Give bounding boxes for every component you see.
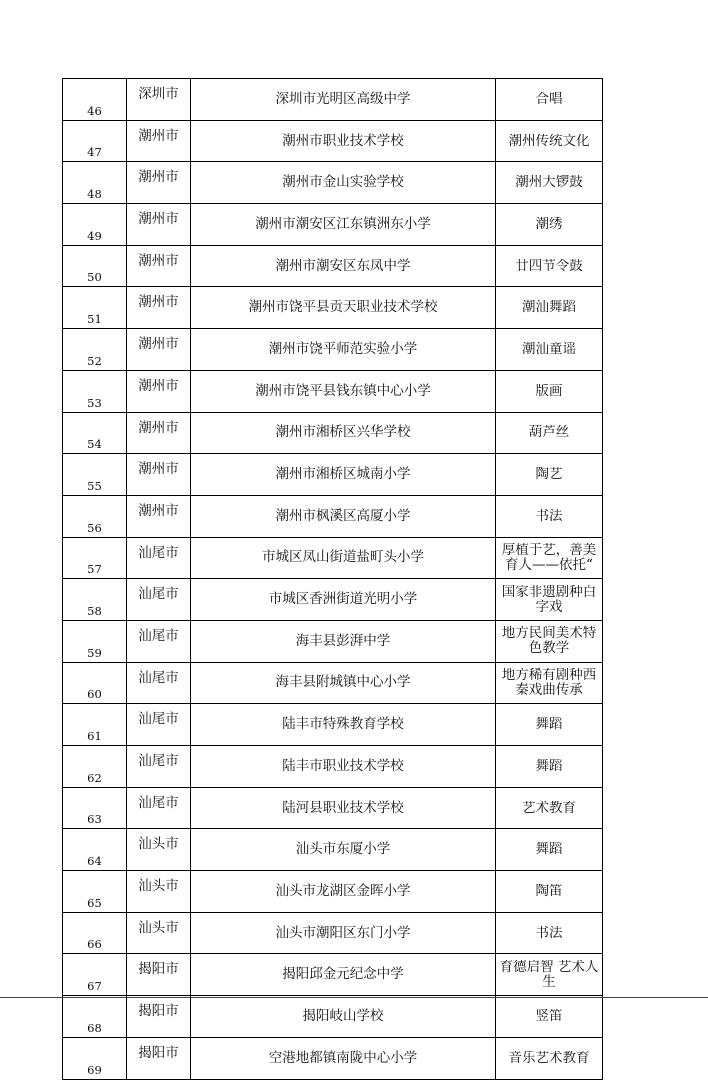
- table-row: [63, 204, 603, 246]
- feature-text: 艺术教育: [522, 800, 576, 816]
- row-number: 48: [87, 187, 102, 202]
- feature-cell: [496, 120, 603, 162]
- row-number: 55: [87, 478, 102, 493]
- row-number: 47: [87, 145, 102, 160]
- table-row: [63, 579, 603, 621]
- city-cell: 潮州市: [127, 329, 191, 371]
- feature-cell: [496, 912, 603, 954]
- table-row: [63, 245, 603, 287]
- feature-text: 葫芦丝: [528, 425, 570, 441]
- school-name-cell: 深圳市光明区高级中学: [191, 79, 496, 121]
- feature-cell: [496, 537, 603, 579]
- city-cell: 潮州市: [127, 370, 191, 412]
- school-name-cell: 汕头市东厦小学: [191, 829, 496, 871]
- row-number: 49: [87, 228, 102, 243]
- feature-text: 厚植于艺，善美育人——依托“: [501, 542, 597, 573]
- feature-text: 潮绣: [535, 216, 563, 232]
- feature-cell: [496, 245, 603, 287]
- city-cell: 汕头市: [127, 912, 191, 954]
- school-name-cell: 海丰县附城镇中心小学: [191, 662, 496, 704]
- row-number-cell: [63, 704, 127, 746]
- row-number: 66: [87, 937, 102, 952]
- row-number-cell: [63, 1037, 127, 1079]
- feature-cell: [496, 579, 603, 621]
- city-cell: 潮州市: [127, 245, 191, 287]
- feature-text: 潮汕舞蹈: [522, 300, 576, 316]
- school-name-cell: 潮州市湘桥区兴华学校: [191, 412, 496, 454]
- feature-cell: [496, 162, 603, 204]
- table-row: [63, 746, 603, 788]
- feature-text: 地方民间美术特色教学: [501, 626, 597, 657]
- row-number-cell: [63, 120, 127, 162]
- table-row: [63, 162, 603, 204]
- page-bottom-rule: [0, 997, 708, 998]
- table-row: [63, 79, 603, 121]
- row-number-cell: [63, 329, 127, 371]
- row-number-cell: [63, 912, 127, 954]
- school-name-cell: 潮州市枫溪区高厦小学: [191, 495, 496, 537]
- row-number-cell: [63, 620, 127, 662]
- row-number-cell: [63, 871, 127, 913]
- row-number-cell: [63, 954, 127, 996]
- table-row: [63, 287, 603, 329]
- feature-cell: [496, 204, 603, 246]
- feature-text: 版画: [535, 383, 563, 399]
- feature-cell: [496, 746, 603, 788]
- school-name-cell: 汕头市龙湖区金晖小学: [191, 871, 496, 913]
- school-name-cell: 潮州市职业技术学校: [191, 120, 496, 162]
- city-cell: 潮州市: [127, 162, 191, 204]
- feature-cell: [496, 287, 603, 329]
- row-number: 46: [87, 103, 102, 118]
- city-cell: 汕尾市: [127, 787, 191, 829]
- row-number-cell: [63, 79, 127, 121]
- city-cell: 汕尾市: [127, 704, 191, 746]
- table-row: [63, 1037, 603, 1079]
- feature-cell: [496, 370, 603, 412]
- table-row: [63, 912, 603, 954]
- city-cell: 潮州市: [127, 120, 191, 162]
- school-name-cell: 海丰县彭湃中学: [191, 620, 496, 662]
- table-row: [63, 495, 603, 537]
- table-row: [63, 120, 603, 162]
- row-number: 61: [87, 729, 102, 743]
- table-row: [63, 871, 603, 913]
- feature-text: 国家非遗剧种白字戏: [501, 584, 597, 615]
- feature-cell: [496, 704, 603, 746]
- feature-cell: [496, 1037, 603, 1079]
- row-number: 64: [87, 854, 102, 869]
- feature-text: 舞蹈: [535, 842, 563, 858]
- row-number-cell: [63, 245, 127, 287]
- city-cell: 深圳市: [127, 79, 191, 121]
- row-number-cell: [63, 204, 127, 246]
- school-table: [62, 78, 603, 1080]
- school-name-cell: 汕头市潮阳区东门小学: [191, 912, 496, 954]
- row-number-cell: [63, 537, 127, 579]
- row-number-cell: [63, 746, 127, 788]
- feature-cell: [496, 871, 603, 913]
- city-cell: 潮州市: [127, 495, 191, 537]
- table-row: [63, 620, 603, 662]
- city-cell: 潮州市: [127, 454, 191, 496]
- school-name-cell: 空港地都镇南陇中心小学: [191, 1037, 496, 1079]
- city-cell: 潮州市: [127, 412, 191, 454]
- school-name-cell: 潮州市金山实验学校: [191, 162, 496, 204]
- feature-cell: [496, 620, 603, 662]
- table-row: [63, 454, 603, 496]
- feature-text: 书法: [535, 508, 563, 524]
- city-cell: 潮州市: [127, 287, 191, 329]
- city-cell: 揭阳市: [127, 954, 191, 996]
- row-number: 57: [87, 562, 102, 577]
- school-name-cell: 潮州市饶平县贡天职业技术学校: [191, 287, 496, 329]
- row-number: 65: [87, 895, 102, 910]
- feature-cell: [496, 662, 603, 704]
- feature-text: 舞蹈: [535, 717, 563, 733]
- city-cell: 潮州市: [127, 204, 191, 246]
- feature-text: 合唱: [535, 91, 563, 107]
- row-number: 50: [87, 270, 102, 285]
- school-name-cell: 潮州市潮安区东凤中学: [191, 245, 496, 287]
- school-name-cell: 潮州市饶平师范实验小学: [191, 329, 496, 371]
- city-cell: 揭阳市: [127, 1037, 191, 1079]
- table-row: [63, 412, 603, 454]
- feature-cell: [496, 954, 603, 996]
- row-number: 54: [87, 437, 102, 452]
- feature-cell: [496, 79, 603, 121]
- row-number-cell: [63, 454, 127, 496]
- row-number: 68: [87, 1020, 102, 1035]
- row-number: 56: [87, 520, 102, 535]
- city-cell: 汕尾市: [127, 746, 191, 788]
- school-name-cell: 陆丰市职业技术学校: [191, 746, 496, 788]
- row-number-cell: [63, 287, 127, 329]
- feature-cell: [496, 454, 603, 496]
- row-number-cell: [63, 495, 127, 537]
- city-cell: 揭阳市: [127, 996, 191, 1038]
- city-cell: 汕尾市: [127, 662, 191, 704]
- school-name-cell: 市城区凤山街道盐町头小学: [191, 537, 496, 579]
- row-number-cell: [63, 829, 127, 871]
- school-name-cell: 陆丰市特殊教育学校: [191, 704, 496, 746]
- row-number-cell: [63, 162, 127, 204]
- feature-text: 书法: [535, 925, 563, 941]
- table-row: [63, 662, 603, 704]
- feature-text: 舞蹈: [535, 758, 563, 774]
- feature-text: 潮汕童谣: [522, 341, 576, 357]
- row-number-cell: [63, 787, 127, 829]
- school-name-cell: 揭阳邱金元纪念中学: [191, 954, 496, 996]
- table-row: [63, 787, 603, 829]
- feature-cell: [496, 412, 603, 454]
- school-table-body: [63, 79, 603, 1080]
- table-row: [63, 370, 603, 412]
- table-row: [63, 954, 603, 996]
- row-number: 67: [87, 979, 102, 994]
- row-number-cell: [63, 579, 127, 621]
- city-cell: 汕尾市: [127, 620, 191, 662]
- row-number-cell: [63, 662, 127, 704]
- feature-text: 潮州传统文化: [508, 133, 590, 149]
- school-name-cell: 潮州市湘桥区城南小学: [191, 454, 496, 496]
- row-number: 51: [87, 312, 102, 327]
- feature-cell: [496, 329, 603, 371]
- feature-text: 廿四节令鼓: [515, 258, 583, 274]
- feature-cell: [496, 829, 603, 871]
- school-name-cell: 揭阳岐山学校: [191, 996, 496, 1038]
- city-cell: 汕头市: [127, 871, 191, 913]
- feature-cell: [496, 495, 603, 537]
- school-name-cell: 陆河县职业技术学校: [191, 787, 496, 829]
- table-row: [63, 704, 603, 746]
- table-row: [63, 329, 603, 371]
- row-number-cell: [63, 412, 127, 454]
- table-row: [63, 537, 603, 579]
- feature-text: 潮州大锣鼓: [515, 175, 583, 191]
- feature-text: 音乐艺术教育: [508, 1050, 590, 1066]
- row-number-cell: [63, 370, 127, 412]
- row-number: 53: [87, 395, 102, 410]
- city-cell: 汕尾市: [127, 537, 191, 579]
- feature-cell: [496, 787, 603, 829]
- feature-text: 陶笛: [535, 883, 563, 899]
- school-name-cell: 潮州市饶平县钱东镇中心小学: [191, 370, 496, 412]
- city-cell: 汕尾市: [127, 579, 191, 621]
- row-number: 62: [87, 770, 102, 785]
- school-name-cell: 潮州市潮安区江东镇洲东小学: [191, 204, 496, 246]
- row-number: 59: [87, 645, 102, 660]
- row-number: 52: [87, 353, 102, 368]
- city-cell: 汕头市: [127, 829, 191, 871]
- table-row: [63, 829, 603, 871]
- feature-text: 竖笛: [535, 1008, 563, 1024]
- row-number: 60: [87, 687, 102, 702]
- row-number: 58: [87, 603, 102, 618]
- school-name-cell: 市城区香洲街道光明小学: [191, 579, 496, 621]
- feature-text: 陶艺: [535, 467, 563, 483]
- row-number: 69: [87, 1062, 102, 1077]
- feature-text: 地方稀有剧种西秦戏曲传承: [501, 667, 597, 698]
- row-number: 63: [87, 812, 102, 827]
- feature-text: 育德启智 艺术人生: [499, 959, 599, 990]
